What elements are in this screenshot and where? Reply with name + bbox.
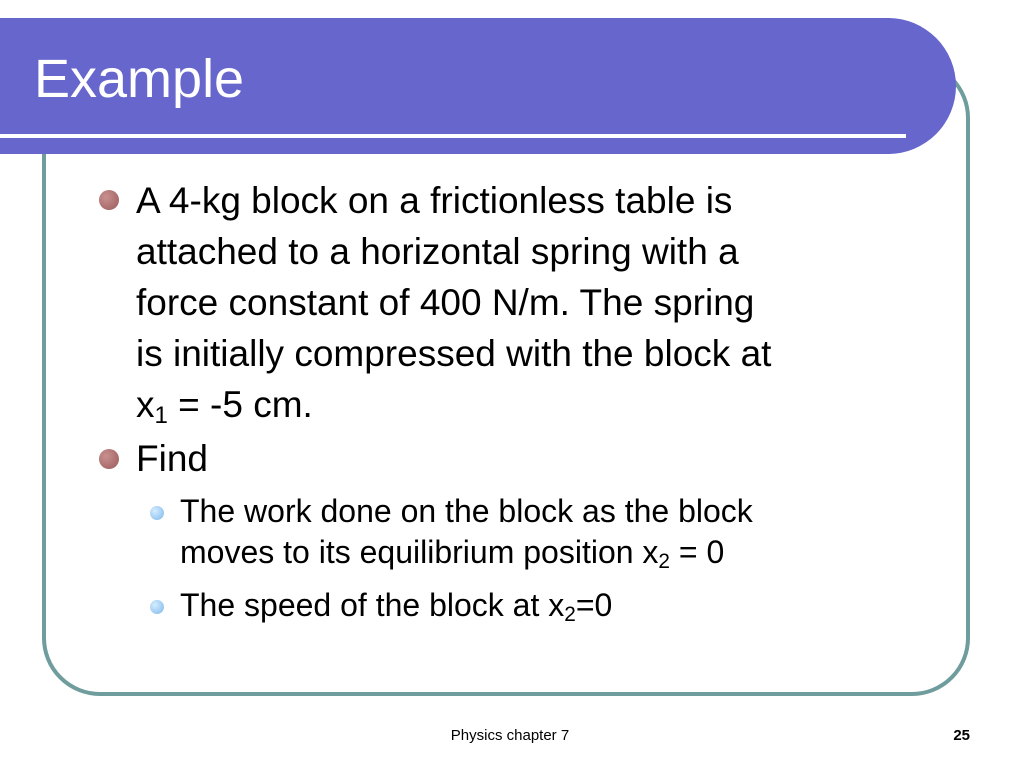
slide-title: Example [34,49,245,109]
text-line: A 4-kg block on a frictionless table is [136,180,733,221]
text-line: is initially compressed with the block at [136,333,772,374]
text-line: attached to a horizontal spring with a [136,231,739,272]
text-line: =0 [575,587,613,623]
text-line: = 0 [670,534,725,570]
variable-x: x [136,384,155,425]
text-line: = -5 cm. [167,384,313,425]
text-line: The speed of the block at x [180,587,565,623]
text-line: force constant of 400 N/m. The spring [136,282,755,323]
page-number: 25 [953,727,970,744]
bullet-dot [99,190,119,210]
text-line: moves to its equilibrium position x [180,534,659,570]
subscript: 1 [154,402,168,429]
bullet-text-problem [136,175,936,441]
bullet-text-find: Find [136,438,208,479]
sub-bullet-dot [150,506,164,520]
sub-bullet-text-work [180,491,940,582]
text-line: The work done on the block as the block [180,493,753,529]
subscript: 2 [658,550,670,574]
bullet-dot [99,449,119,469]
footer-text: Physics chapter 7 [450,727,570,744]
sub-bullet-dot [150,600,164,614]
sub-bullet-text-speed [180,585,940,635]
subscript: 2 [564,603,576,627]
